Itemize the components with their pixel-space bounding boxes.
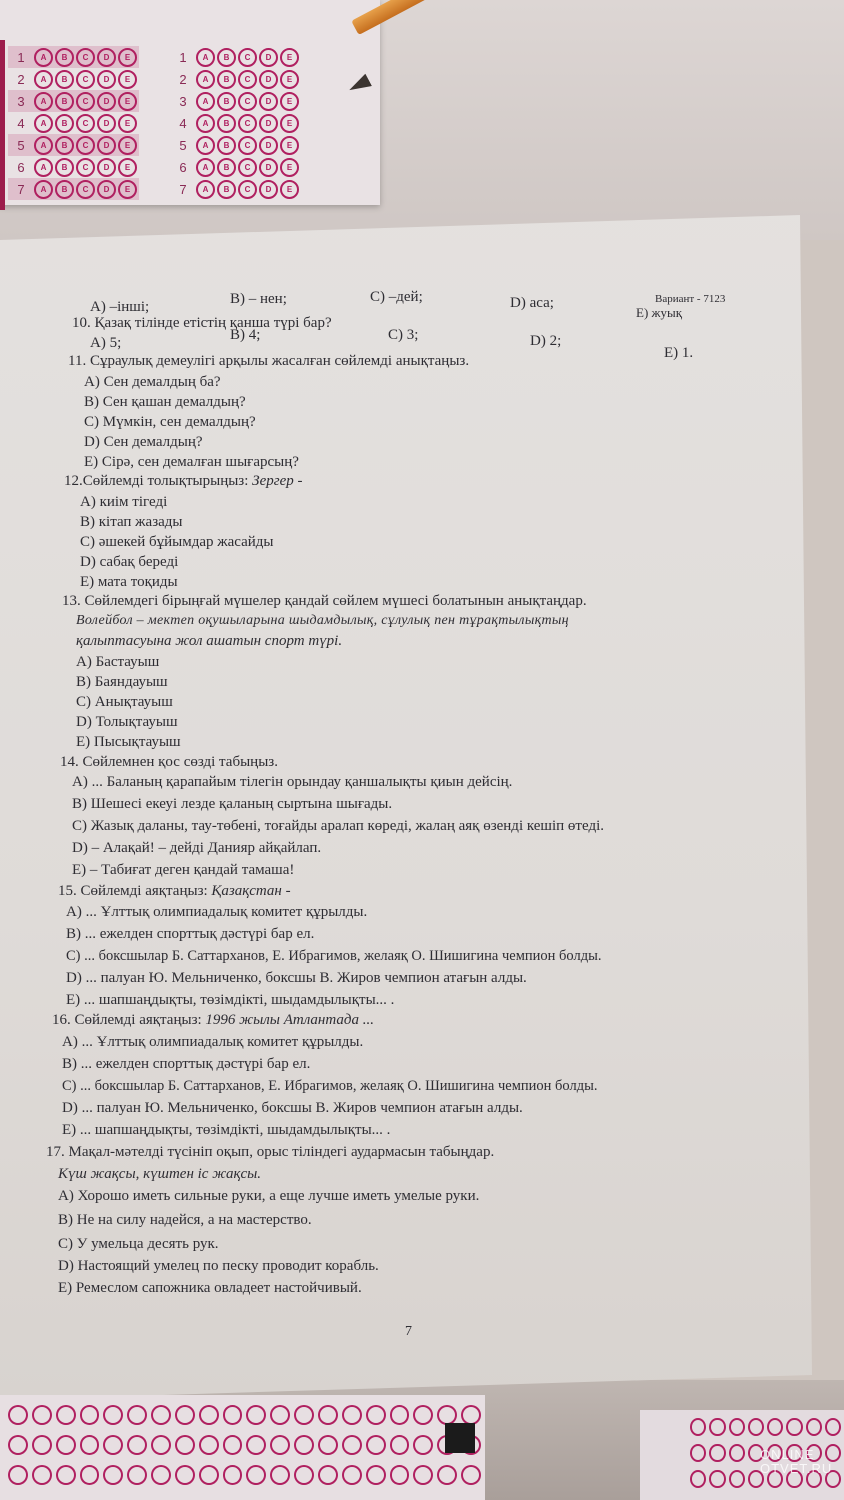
- q12-question-italic: Зергер -: [252, 473, 303, 489]
- answer-bubble: [56, 1435, 76, 1455]
- answer-bubble: C: [76, 136, 95, 155]
- answer-bubble: [80, 1465, 100, 1485]
- answer-sheet-row-number: 7: [17, 181, 25, 197]
- page-number: 7: [405, 1324, 412, 1339]
- answer-bubble: [199, 1465, 219, 1485]
- q13-sentence-line-2: қалыптасуына жол ашатын спорт түрі.: [76, 633, 343, 649]
- answer-bubble: [270, 1405, 290, 1425]
- answer-bubble: [825, 1418, 841, 1436]
- answer-bubble: B: [55, 114, 74, 133]
- answer-bubble: A: [196, 136, 215, 155]
- answer-sheet-row-number: 5: [17, 137, 25, 153]
- bubble-row: [8, 1405, 485, 1425]
- answer-bubble: B: [55, 136, 74, 155]
- q13-question: 13. Сөйлемдегі бірыңғай мүшелер қандай сөйлем мүшесі болатынын анықтаңдар.: [62, 593, 587, 609]
- answer-bubble: D: [259, 136, 278, 155]
- q13-option-a: A) Бастауыш: [76, 654, 160, 670]
- answer-sheet-row-number: 4: [17, 115, 25, 131]
- answer-bubble: E: [118, 92, 137, 111]
- answer-bubble: B: [217, 180, 236, 199]
- answer-bubble: E: [280, 92, 299, 111]
- q17-proverb: Күш жақсы, күштен іс жақсы.: [58, 1166, 262, 1182]
- q15-option-b: B) ... ежелден спорттық дәстүрі бар ел.: [66, 926, 315, 942]
- answer-bubble: D: [97, 136, 116, 155]
- answer-bubble: A: [196, 48, 215, 67]
- answer-sheet-row-number: 3: [17, 93, 25, 109]
- answer-bubble: B: [217, 136, 236, 155]
- bubble-row: [8, 1465, 485, 1485]
- q12-option-c: C) әшекей бұйымдар жасайды: [80, 534, 274, 550]
- answer-bubble: [690, 1470, 706, 1488]
- answer-sheet-bottom: [0, 1395, 485, 1500]
- answer-sheet-row-number: 2: [17, 71, 25, 87]
- q15-question: [58, 882, 291, 900]
- answer-bubble: [342, 1465, 362, 1485]
- answer-bubble: E: [280, 70, 299, 89]
- q9-option-b: B) – нен;: [230, 291, 287, 307]
- answer-bubble: [151, 1465, 171, 1485]
- answer-bubble: C: [238, 114, 257, 133]
- q15-question-italic: Қазақстан -: [211, 883, 291, 899]
- q9-option-c: C) –дей;: [370, 289, 423, 305]
- answer-bubble: D: [259, 114, 278, 133]
- answer-bubble: A: [34, 180, 53, 199]
- answer-bubble: [461, 1465, 481, 1485]
- q15-question-text: 15. Сөйлемді аяқтаңыз:: [58, 883, 208, 899]
- answer-bubble: [199, 1405, 219, 1425]
- answer-bubble: E: [118, 114, 137, 133]
- q13-sentence-line-1: Волейбол – мектеп оқушыларына шыдамдылық, сұлулық пен тұрақтылықтың: [76, 613, 569, 628]
- q10-option-c: C) 3;: [388, 327, 419, 343]
- answer-bubble: C: [238, 180, 257, 199]
- answer-bubble: [223, 1435, 243, 1455]
- answer-bubble: C: [238, 70, 257, 89]
- q11-option-a: A) Сен демалдың ба?: [84, 374, 221, 390]
- q16-question: [52, 1011, 374, 1029]
- answer-bubble: [127, 1465, 147, 1485]
- q16-question-text: 16. Сөйлемді аяқтаңыз:: [52, 1012, 202, 1028]
- answer-bubble: [786, 1418, 802, 1436]
- answer-bubble: [127, 1435, 147, 1455]
- answer-bubble: D: [97, 92, 116, 111]
- answer-bubble: [729, 1444, 745, 1462]
- answer-bubble: C: [76, 114, 95, 133]
- answer-bubble: [56, 1465, 76, 1485]
- q16-option-e: E) ... шапшаңдықты, төзімдікті, шыдамдылықты... .: [62, 1122, 391, 1138]
- answer-bubble: D: [97, 180, 116, 199]
- q14-option-b: B) Шешесі екеуі лезде қаланың сыртына шығады.: [72, 796, 393, 812]
- q14-question: 14. Сөйлемнен қос сөзді табыңыз.: [60, 754, 278, 770]
- answer-bubble: B: [55, 48, 74, 67]
- q10-question: 10. Қазақ тілінде етістің қанша түрі бар?: [72, 315, 332, 331]
- answer-bubble: E: [118, 158, 137, 177]
- answer-bubble: [246, 1435, 266, 1455]
- answer-bubble: [806, 1418, 822, 1436]
- q11-option-b: B) Сен қашан демалдың?: [84, 394, 246, 410]
- registration-mark: [445, 1423, 475, 1453]
- answer-bubble: [32, 1405, 52, 1425]
- answer-bubble: A: [196, 180, 215, 199]
- answer-bubble: D: [259, 92, 278, 111]
- answer-bubble: D: [97, 158, 116, 177]
- answer-bubble: D: [259, 158, 278, 177]
- answer-bubble: [103, 1465, 123, 1485]
- answer-bubble: E: [118, 136, 137, 155]
- answer-bubble: [318, 1405, 338, 1425]
- answer-bubble: A: [34, 92, 53, 111]
- answer-bubble: B: [55, 158, 74, 177]
- answer-bubble: [175, 1465, 195, 1485]
- answer-bubble: [270, 1465, 290, 1485]
- q10-option-d: D) 2;: [530, 333, 562, 349]
- answer-bubble: E: [280, 180, 299, 199]
- q15-option-c: C) ... боксшылар Б. Саттарханов, Е. Ибрагимов, желаяқ О. Шишигина чемпион болды.: [66, 948, 602, 964]
- q14-option-e: E) – Табиғат деген қандай тамаша!: [72, 862, 295, 878]
- answer-bubble: B: [217, 48, 236, 67]
- answer-bubble: [270, 1435, 290, 1455]
- q17-option-a: A) Хорошо иметь сильные руки, а еще лучше иметь умелые руки.: [58, 1188, 480, 1204]
- answer-bubble: [318, 1435, 338, 1455]
- q15-option-e: E) ... шапшаңдықты, төзімдікті, шыдамдылықты... .: [66, 992, 395, 1008]
- answer-bubble: E: [280, 114, 299, 133]
- q12-question-text: 12.Сөйлемді толықтырыңыз:: [64, 473, 249, 489]
- bubble-row: [8, 1435, 485, 1455]
- answer-bubble: [8, 1465, 28, 1485]
- answer-bubble: [366, 1435, 386, 1455]
- answer-sheet-row-number: 1: [17, 49, 25, 65]
- answer-sheet-row-number: 5: [179, 137, 187, 153]
- answer-bubble: [437, 1405, 457, 1425]
- answer-bubble: [342, 1435, 362, 1455]
- answer-sheet-row-number: 6: [179, 159, 187, 175]
- answer-bubble: C: [76, 158, 95, 177]
- answer-bubble: A: [34, 48, 53, 67]
- answer-bubble: D: [97, 48, 116, 67]
- answer-bubble: [175, 1405, 195, 1425]
- answer-bubble: [294, 1405, 314, 1425]
- q10-option-a: A) 5;: [90, 335, 122, 351]
- answer-bubble: [103, 1405, 123, 1425]
- q11-option-e: E) Сірә, сен демалған шығарсың?: [84, 454, 299, 470]
- answer-bubble: B: [55, 92, 74, 111]
- q13-option-d: D) Толықтауыш: [76, 714, 178, 730]
- answer-bubble: [103, 1435, 123, 1455]
- answer-bubble: [151, 1405, 171, 1425]
- answer-bubble: A: [34, 158, 53, 177]
- answer-bubble: D: [259, 70, 278, 89]
- answer-sheet-row-number: 2: [179, 71, 187, 87]
- answer-bubble: [294, 1465, 314, 1485]
- answer-bubble: E: [280, 48, 299, 67]
- answer-bubble: [390, 1405, 410, 1425]
- answer-bubble: A: [196, 70, 215, 89]
- q13-option-c: C) Анықтауыш: [76, 694, 173, 710]
- answer-bubble: E: [280, 158, 299, 177]
- q12-question: [64, 472, 302, 490]
- answer-bubble: [56, 1405, 76, 1425]
- answer-bubble: [366, 1465, 386, 1485]
- answer-bubble: [729, 1470, 745, 1488]
- answer-bubble: E: [118, 48, 137, 67]
- variant-label: Вариант - 7123: [655, 293, 726, 305]
- q12-option-e: E) мата тоқиды: [80, 574, 178, 590]
- answer-bubble: [461, 1405, 481, 1425]
- q17-question: 17. Мақал-мәтелді түсініп оқып, орыс тіліндегі аудармасын табыңдар.: [46, 1144, 495, 1160]
- q9-option-d: D) аса;: [510, 295, 554, 311]
- answer-bubble: A: [196, 158, 215, 177]
- q15-option-a: A) ... Ұлттық олимпиадалық комитет құрылды.: [66, 904, 368, 920]
- answer-bubble: [294, 1435, 314, 1455]
- answer-bubble: [413, 1405, 433, 1425]
- answer-bubble: [390, 1435, 410, 1455]
- answer-bubble: C: [238, 48, 257, 67]
- q9-option-a: A) –іншi;: [90, 299, 150, 315]
- answer-bubble: [151, 1435, 171, 1455]
- answer-bubble: A: [34, 70, 53, 89]
- answer-bubble: C: [238, 158, 257, 177]
- answer-bubble: D: [97, 114, 116, 133]
- q14-option-d: D) – Алақай! – дейді Данияр айқайлап.: [72, 840, 322, 856]
- answer-bubble: [80, 1435, 100, 1455]
- answer-bubble: E: [118, 180, 137, 199]
- answer-bubble: [709, 1444, 725, 1462]
- answer-bubble: [342, 1405, 362, 1425]
- q10-option-e: E) 1.: [664, 345, 694, 361]
- q16-option-c: C) ... боксшылар Б. Саттарханов, Е. Ибрагимов, желаяқ О. Шишигина чемпион болды.: [62, 1078, 598, 1094]
- answer-bubble: D: [259, 180, 278, 199]
- q16-question-italic: 1996 жылы Атлантада ...: [205, 1012, 374, 1028]
- answer-bubble: C: [76, 92, 95, 111]
- answer-bubble: [413, 1435, 433, 1455]
- q11-question: 11. Сұраулық демеулігі арқылы жасалған сөйлемді анықтаңыз.: [68, 353, 470, 369]
- q16-option-a: A) ... Ұлттық олимпиадалық комитет құрылды.: [62, 1034, 364, 1050]
- answer-bubble: [8, 1405, 28, 1425]
- q17-option-c: C) У умельца десять рук.: [58, 1236, 219, 1252]
- answer-bubble: A: [196, 92, 215, 111]
- answer-bubble: C: [238, 136, 257, 155]
- answer-bubble: [175, 1435, 195, 1455]
- q11-option-d: D) Сен демалдың?: [84, 434, 203, 450]
- answer-bubble: [390, 1465, 410, 1485]
- answer-bubble: C: [238, 92, 257, 111]
- answer-sheet-row-number: 1: [179, 49, 187, 65]
- answer-bubble: [690, 1418, 706, 1436]
- answer-bubble: B: [217, 70, 236, 89]
- q14-option-a: A) ... Баланың қарапайым тілегін орындау қаншалықты қиын дейсің.: [72, 774, 513, 790]
- bubble-row: [690, 1418, 844, 1436]
- answer-sheet-row-number: 4: [179, 115, 187, 131]
- answer-bubble: C: [76, 180, 95, 199]
- q10-option-b: B) 4;: [230, 327, 261, 343]
- answer-bubble: [8, 1435, 28, 1455]
- q9-option-e: E) жуық: [636, 305, 683, 320]
- answer-bubble: [127, 1405, 147, 1425]
- watermark-line-2: OTVET.RU: [760, 1461, 833, 1476]
- q12-option-d: D) сабақ береді: [80, 554, 179, 570]
- answer-bubble: E: [280, 136, 299, 155]
- q15-option-d: D) ... палуан Ю. Мельниченко, боксшы В. Жиров чемпион атағын алды.: [66, 970, 527, 986]
- answer-bubble: [709, 1418, 725, 1436]
- answer-bubble: [246, 1465, 266, 1485]
- answer-bubble: B: [217, 92, 236, 111]
- answer-bubble: [318, 1465, 338, 1485]
- answer-bubble: [32, 1465, 52, 1485]
- watermark: [760, 1448, 840, 1476]
- answer-bubble: [246, 1405, 266, 1425]
- q12-option-a: A) киім тігеді: [80, 494, 168, 510]
- answer-bubble: [767, 1418, 783, 1436]
- answer-bubble: [437, 1465, 457, 1485]
- answer-bubble: [366, 1405, 386, 1425]
- answer-bubble: [80, 1405, 100, 1425]
- answer-bubble: [199, 1435, 219, 1455]
- q13-option-e: E) Пысықтауыш: [76, 734, 181, 750]
- answer-bubble: B: [217, 114, 236, 133]
- q12-option-b: B) кітап жазады: [80, 514, 183, 530]
- watermark-line-1: ONLINE: [760, 1447, 815, 1462]
- answer-bubble: [729, 1418, 745, 1436]
- answer-bubble: [748, 1418, 764, 1436]
- answer-bubble: A: [196, 114, 215, 133]
- q13-option-b: B) Баяндауыш: [76, 674, 168, 690]
- answer-bubble: E: [118, 70, 137, 89]
- answer-bubble: [709, 1470, 725, 1488]
- answer-bubble: C: [76, 70, 95, 89]
- q17-option-e: E) Ремеслом сапожника овладеет настойчивый.: [58, 1280, 362, 1296]
- q11-option-c: C) Мүмкін, сен демалдың?: [84, 414, 256, 430]
- answer-bubble: D: [97, 70, 116, 89]
- answer-bubble: B: [217, 158, 236, 177]
- answer-sheet-row-number: 7: [179, 181, 187, 197]
- answer-sheet-row-number: 6: [17, 159, 25, 175]
- answer-bubble: D: [259, 48, 278, 67]
- q17-option-b: B) Не на силу надейся, а на мастерство.: [58, 1212, 312, 1228]
- answer-bubble: A: [34, 136, 53, 155]
- answer-bubble: A: [34, 114, 53, 133]
- q16-option-d: D) ... палуан Ю. Мельниченко, боксшы В. Жиров чемпион атағын алды.: [62, 1100, 523, 1116]
- q16-option-b: B) ... ежелден спорттық дәстүрі бар ел.: [62, 1056, 311, 1072]
- answer-bubble: [32, 1435, 52, 1455]
- answer-bubble: B: [55, 70, 74, 89]
- answer-bubble: [690, 1444, 706, 1462]
- answer-bubble: C: [76, 48, 95, 67]
- answer-sheet-row-number: 3: [179, 93, 187, 109]
- q14-option-c: C) Жазық даланы, тау-төбені, тоғайды аралап көреді, жалаң аяқ өзенді кешіп өтеді.: [72, 818, 604, 834]
- q17-option-d: D) Настоящий умелец по песку проводит корабль.: [58, 1258, 379, 1274]
- answer-bubble: [413, 1465, 433, 1485]
- answer-bubble: B: [55, 180, 74, 199]
- answer-bubble: [223, 1465, 243, 1485]
- answer-bubble: [223, 1405, 243, 1425]
